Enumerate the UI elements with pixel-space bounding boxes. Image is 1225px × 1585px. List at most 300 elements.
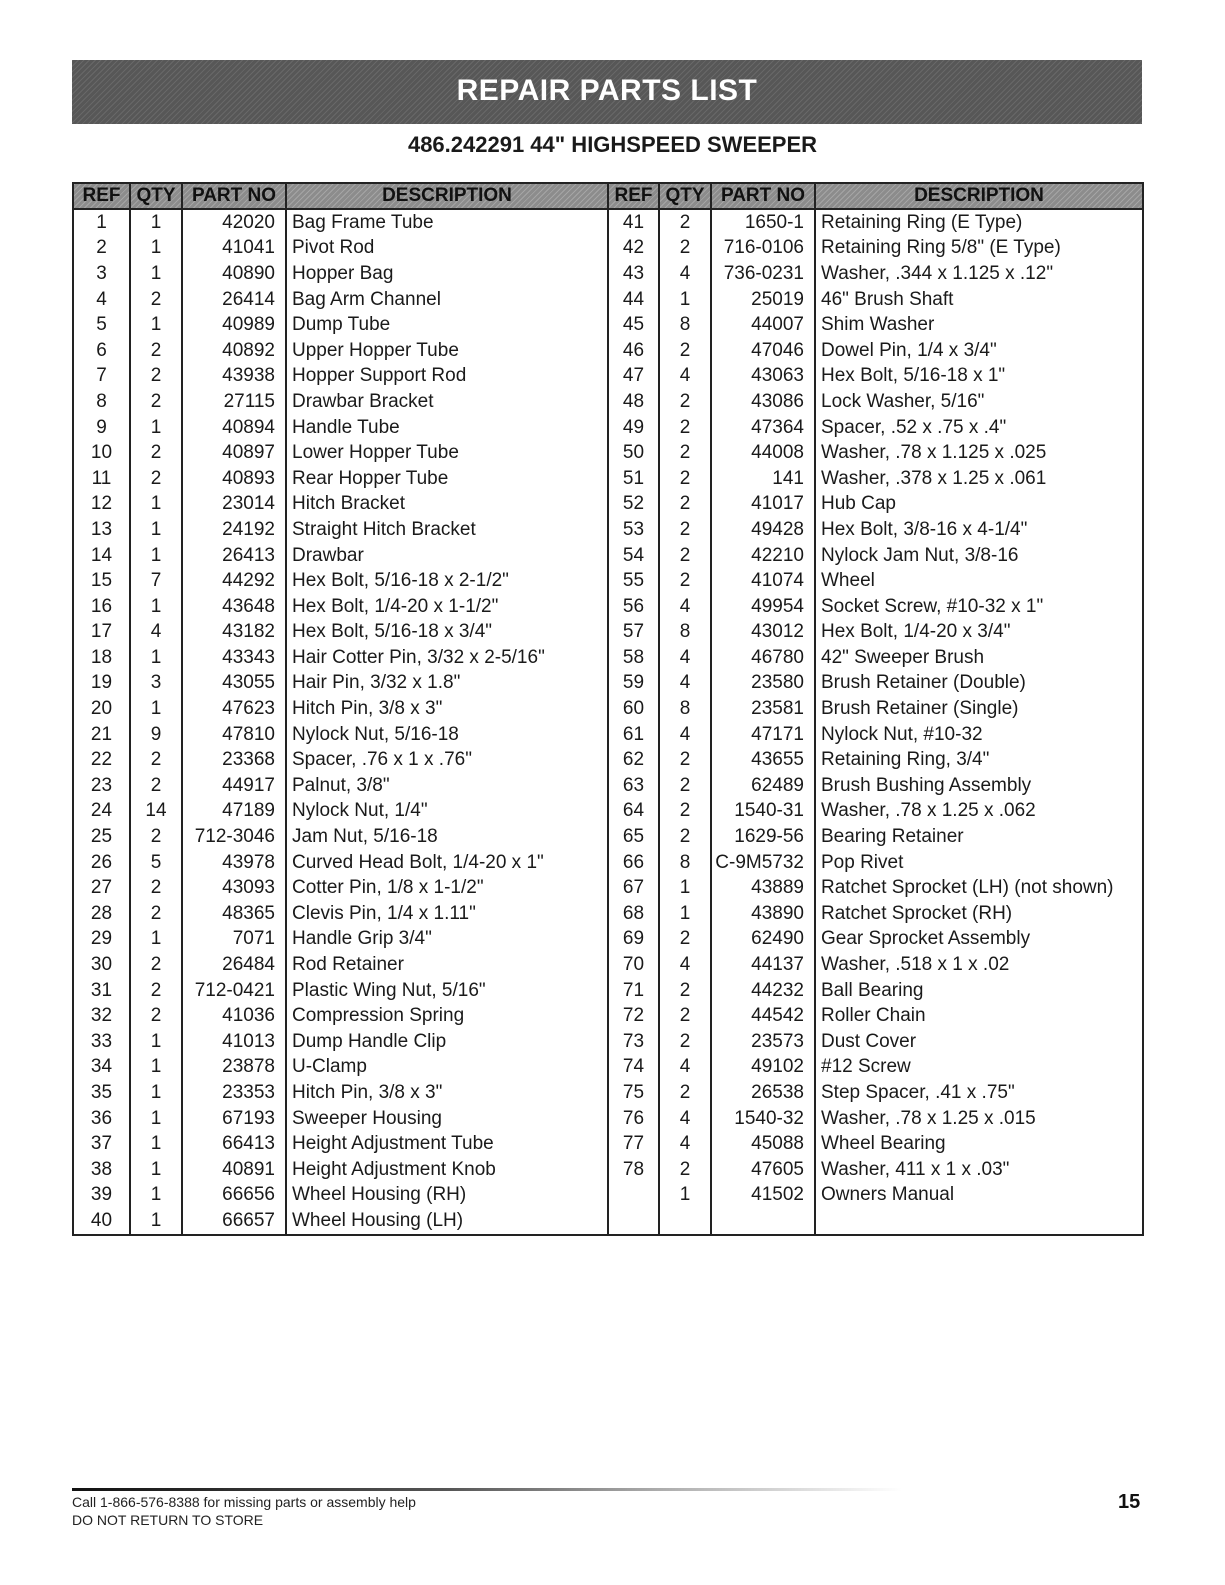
cell-description-2: Lock Washer, 5/16" [815, 389, 1143, 415]
cell-qty-2: 4 [659, 1055, 711, 1081]
table-row [73, 1208, 1143, 1235]
cell-description: Curved Head Bolt, 1/4-20 x 1" [286, 850, 608, 876]
cell-qty: 2 [130, 901, 182, 927]
cell-part-no: 43978 [182, 850, 286, 876]
page-subtitle: 486.242291 44" HIGHSPEED SWEEPER [407, 132, 818, 157]
cell-ref-2: 65 [608, 824, 659, 850]
cell-description: Wheel Housing (RH) [286, 1183, 608, 1209]
cell-description: Pivot Rod [286, 236, 608, 262]
table-row [73, 1055, 1143, 1081]
cell-description-2: Hex Bolt, 1/4-20 x 3/4" [815, 620, 1143, 646]
header-qty: QTY [130, 183, 182, 209]
cell-part-no: 40890 [182, 261, 286, 287]
cell-ref-2: 55 [608, 568, 659, 594]
cell-qty: 2 [130, 773, 182, 799]
cell-part-no: 43343 [182, 645, 286, 671]
cell-description: Jam Nut, 5/16-18 [286, 824, 608, 850]
cell-description: Handle Tube [286, 415, 608, 441]
cell-description: Height Adjustment Knob [286, 1157, 608, 1183]
table-row [73, 824, 1143, 850]
cell-part-no-2: 62490 [711, 927, 815, 953]
table-row [73, 389, 1143, 415]
cell-qty-2: 2 [659, 747, 711, 773]
cell-ref: 2 [73, 236, 130, 262]
cell-qty-2: 2 [659, 773, 711, 799]
cell-description: U-Clamp [286, 1055, 608, 1081]
cell-part-no: 40897 [182, 440, 286, 466]
cell-part-no-2: 141 [711, 466, 815, 492]
cell-description: Lower Hopper Tube [286, 440, 608, 466]
cell-part-no-2: 43889 [711, 875, 815, 901]
cell-ref-2: 71 [608, 978, 659, 1004]
cell-part-no-2: 25019 [711, 287, 815, 313]
parts-table [72, 182, 1144, 1236]
cell-ref-2: 69 [608, 927, 659, 953]
cell-qty: 2 [130, 364, 182, 390]
cell-description-2: Brush Retainer (Single) [815, 696, 1143, 722]
cell-qty-2: 2 [659, 1029, 711, 1055]
cell-ref: 29 [73, 927, 130, 953]
cell-description: Clevis Pin, 1/4 x 1.11" [286, 901, 608, 927]
cell-ref-2: 74 [608, 1055, 659, 1081]
cell-ref-2: 76 [608, 1106, 659, 1132]
cell-ref: 33 [73, 1029, 130, 1055]
cell-qty-2: 2 [659, 389, 711, 415]
cell-description-2: Gear Sprocket Assembly [815, 927, 1143, 953]
cell-description-2: Nylock Jam Nut, 3/8-16 [815, 543, 1143, 569]
header-description: DESCRIPTION [286, 183, 608, 209]
table-row [73, 799, 1143, 825]
cell-ref-2: 43 [608, 261, 659, 287]
cell-part-no-2: 41502 [711, 1183, 815, 1209]
cell-description-2: Hub Cap [815, 492, 1143, 518]
cell-ref: 7 [73, 364, 130, 390]
cell-description: Drawbar [286, 543, 608, 569]
cell-description-2: Ratchet Sprocket (LH) (not shown) [815, 875, 1143, 901]
cell-ref: 34 [73, 1055, 130, 1081]
cell-part-no: 66657 [182, 1208, 286, 1235]
cell-ref: 18 [73, 645, 130, 671]
cell-ref: 37 [73, 1131, 130, 1157]
cell-ref-2: 59 [608, 671, 659, 697]
cell-description: Bag Frame Tube [286, 209, 608, 236]
cell-description: Hex Bolt, 1/4-20 x 1-1/2" [286, 594, 608, 620]
table-row [73, 440, 1143, 466]
cell-part-no-2: C-9M5732 [711, 850, 815, 876]
table-row [73, 1183, 1143, 1209]
cell-ref-2: 57 [608, 620, 659, 646]
table-row [73, 1080, 1143, 1106]
cell-ref-2: 41 [608, 209, 659, 236]
table-row [73, 236, 1143, 262]
cell-ref: 17 [73, 620, 130, 646]
cell-qty: 2 [130, 875, 182, 901]
cell-ref: 10 [73, 440, 130, 466]
cell-qty: 5 [130, 850, 182, 876]
cell-qty: 1 [130, 1157, 182, 1183]
cell-qty-2: 2 [659, 492, 711, 518]
cell-qty-2: 4 [659, 671, 711, 697]
table-row [73, 364, 1143, 390]
cell-description-2: Washer, .518 x 1 x .02 [815, 952, 1143, 978]
cell-part-no: 7071 [182, 927, 286, 953]
cell-qty: 1 [130, 696, 182, 722]
cell-qty: 4 [130, 620, 182, 646]
cell-qty-2: 1 [659, 1183, 711, 1209]
cell-ref-2: 60 [608, 696, 659, 722]
cell-ref-2 [608, 1208, 659, 1235]
cell-qty: 2 [130, 747, 182, 773]
cell-part-no: 66413 [182, 1131, 286, 1157]
table-row [73, 1029, 1143, 1055]
cell-qty: 2 [130, 1003, 182, 1029]
cell-ref-2: 58 [608, 645, 659, 671]
cell-qty: 2 [130, 389, 182, 415]
cell-part-no: 41041 [182, 236, 286, 262]
cell-part-no-2: 45088 [711, 1131, 815, 1157]
cell-part-no: 43648 [182, 594, 286, 620]
cell-description-2: Brush Retainer (Double) [815, 671, 1143, 697]
cell-part-no-2: 47605 [711, 1157, 815, 1183]
cell-part-no-2: 23581 [711, 696, 815, 722]
cell-description: Cotter Pin, 1/8 x 1-1/2" [286, 875, 608, 901]
cell-ref: 6 [73, 338, 130, 364]
cell-part-no-2: 43063 [711, 364, 815, 390]
cell-part-no-2: 1629-56 [711, 824, 815, 850]
cell-part-no-2: 47364 [711, 415, 815, 441]
table-row [73, 927, 1143, 953]
cell-part-no-2: 23580 [711, 671, 815, 697]
cell-qty-2: 2 [659, 1003, 711, 1029]
cell-description-2: Ratchet Sprocket (RH) [815, 901, 1143, 927]
cell-qty: 1 [130, 645, 182, 671]
cell-part-no-2: 49428 [711, 517, 815, 543]
header-part-no: PART NO [182, 183, 286, 209]
cell-qty: 1 [130, 1029, 182, 1055]
cell-part-no: 47189 [182, 799, 286, 825]
cell-ref-2: 68 [608, 901, 659, 927]
cell-ref-2: 44 [608, 287, 659, 313]
cell-description-2: Hex Bolt, 3/8-16 x 4-1/4" [815, 517, 1143, 543]
cell-ref: 4 [73, 287, 130, 313]
cell-qty-2: 2 [659, 927, 711, 953]
cell-qty-2: 4 [659, 364, 711, 390]
cell-part-no: 23014 [182, 492, 286, 518]
cell-description-2: Wheel [815, 568, 1143, 594]
cell-part-no: 41013 [182, 1029, 286, 1055]
cell-description: Rod Retainer [286, 952, 608, 978]
cell-qty: 14 [130, 799, 182, 825]
table-row [73, 901, 1143, 927]
cell-description: Dump Tube [286, 312, 608, 338]
cell-ref-2: 52 [608, 492, 659, 518]
cell-qty: 2 [130, 824, 182, 850]
cell-description: Nylock Nut, 5/16-18 [286, 722, 608, 748]
cell-ref: 15 [73, 568, 130, 594]
cell-description: Hair Pin, 3/32 x 1.8" [286, 671, 608, 697]
cell-qty-2: 1 [659, 875, 711, 901]
cell-description: Sweeper Housing [286, 1106, 608, 1132]
cell-description-2: Pop Rivet [815, 850, 1143, 876]
cell-part-no-2: 1540-31 [711, 799, 815, 825]
cell-qty-2: 2 [659, 209, 711, 236]
cell-description-2: Nylock Nut, #10-32 [815, 722, 1143, 748]
cell-description-2: #12 Screw [815, 1055, 1143, 1081]
cell-part-no: 26484 [182, 952, 286, 978]
cell-description: Hitch Pin, 3/8 x 3" [286, 1080, 608, 1106]
cell-description-2 [815, 1208, 1143, 1235]
cell-ref-2: 66 [608, 850, 659, 876]
cell-part-no-2: 43086 [711, 389, 815, 415]
cell-part-no: 23368 [182, 747, 286, 773]
cell-qty-2: 2 [659, 1080, 711, 1106]
cell-ref: 12 [73, 492, 130, 518]
do-not-return-notice: DO NOT RETURN TO STORE [72, 1512, 264, 1528]
cell-ref-2: 49 [608, 415, 659, 441]
cell-ref: 24 [73, 799, 130, 825]
cell-ref-2: 51 [608, 466, 659, 492]
cell-ref: 32 [73, 1003, 130, 1029]
cell-description: Dump Handle Clip [286, 1029, 608, 1055]
table-row [73, 466, 1143, 492]
cell-qty-2: 2 [659, 517, 711, 543]
cell-ref: 8 [73, 389, 130, 415]
cell-description: Hitch Bracket [286, 492, 608, 518]
cell-ref-2 [608, 1183, 659, 1209]
cell-qty-2 [659, 1208, 711, 1235]
cell-part-no: 27115 [182, 389, 286, 415]
cell-qty: 9 [130, 722, 182, 748]
cell-ref: 28 [73, 901, 130, 927]
cell-qty: 1 [130, 927, 182, 953]
cell-qty: 2 [130, 287, 182, 313]
table-row [73, 1157, 1143, 1183]
table-row [73, 594, 1143, 620]
cell-description: Height Adjustment Tube [286, 1131, 608, 1157]
cell-ref-2: 64 [608, 799, 659, 825]
cell-qty-2: 4 [659, 952, 711, 978]
cell-qty-2: 8 [659, 620, 711, 646]
cell-part-no-2: 49954 [711, 594, 815, 620]
cell-qty: 1 [130, 1055, 182, 1081]
cell-qty: 1 [130, 1106, 182, 1132]
cell-part-no-2: 43890 [711, 901, 815, 927]
cell-part-no: 26413 [182, 543, 286, 569]
cell-qty-2: 2 [659, 1157, 711, 1183]
cell-description: Nylock Nut, 1/4" [286, 799, 608, 825]
cell-part-no: 40891 [182, 1157, 286, 1183]
cell-qty: 1 [130, 1183, 182, 1209]
header-description-2: DESCRIPTION [815, 183, 1143, 209]
cell-ref-2: 48 [608, 389, 659, 415]
cell-part-no-2: 43655 [711, 747, 815, 773]
cell-qty-2: 4 [659, 1131, 711, 1157]
cell-part-no-2: 43012 [711, 620, 815, 646]
cell-part-no: 41036 [182, 1003, 286, 1029]
cell-ref-2: 67 [608, 875, 659, 901]
title-banner [72, 60, 1142, 124]
cell-qty-2: 4 [659, 261, 711, 287]
cell-ref-2: 73 [608, 1029, 659, 1055]
cell-part-no-2: 49102 [711, 1055, 815, 1081]
cell-ref-2: 72 [608, 1003, 659, 1029]
parts-table-body [73, 209, 1143, 1235]
cell-qty: 2 [130, 466, 182, 492]
cell-ref: 40 [73, 1208, 130, 1235]
cell-description-2: 46" Brush Shaft [815, 287, 1143, 313]
footer-divider [72, 1488, 902, 1491]
cell-qty-2: 2 [659, 236, 711, 262]
cell-qty-2: 1 [659, 287, 711, 313]
cell-qty: 1 [130, 492, 182, 518]
cell-description-2: Washer, .78 x 1.125 x .025 [815, 440, 1143, 466]
header-ref-2: REF [608, 183, 659, 209]
cell-description-2: Ball Bearing [815, 978, 1143, 1004]
cell-ref-2: 50 [608, 440, 659, 466]
cell-qty-2: 8 [659, 696, 711, 722]
cell-part-no-2: 1650-1 [711, 209, 815, 236]
header-part-no-2: PART NO [711, 183, 815, 209]
table-row [73, 492, 1143, 518]
cell-ref-2: 42 [608, 236, 659, 262]
cell-part-no-2: 44137 [711, 952, 815, 978]
cell-qty: 2 [130, 952, 182, 978]
table-row [73, 875, 1143, 901]
cell-ref: 14 [73, 543, 130, 569]
cell-description-2: Hex Bolt, 5/16-18 x 1" [815, 364, 1143, 390]
table-row [73, 1003, 1143, 1029]
help-line-text: Call 1-866-576-8388 for missing parts or assembly help [72, 1494, 416, 1510]
cell-part-no: 712-0421 [182, 978, 286, 1004]
cell-description-2: Socket Screw, #10-32 x 1" [815, 594, 1143, 620]
cell-qty-2: 2 [659, 466, 711, 492]
cell-description: Bag Arm Channel [286, 287, 608, 313]
table-row [73, 620, 1143, 646]
cell-description: Hex Bolt, 5/16-18 x 3/4" [286, 620, 608, 646]
table-row [73, 543, 1143, 569]
cell-part-no: 43938 [182, 364, 286, 390]
cell-qty: 1 [130, 1080, 182, 1106]
cell-qty-2: 4 [659, 1106, 711, 1132]
cell-ref: 20 [73, 696, 130, 722]
table-row [73, 696, 1143, 722]
cell-part-no: 24192 [182, 517, 286, 543]
cell-part-no-2: 44008 [711, 440, 815, 466]
cell-part-no: 67193 [182, 1106, 286, 1132]
cell-ref: 23 [73, 773, 130, 799]
table-row [73, 1106, 1143, 1132]
cell-qty-2: 4 [659, 645, 711, 671]
cell-qty-2: 2 [659, 799, 711, 825]
cell-part-no-2: 41074 [711, 568, 815, 594]
cell-qty-2: 4 [659, 594, 711, 620]
cell-description-2: Retaining Ring, 3/4" [815, 747, 1143, 773]
cell-part-no-2: 736-0231 [711, 261, 815, 287]
cell-description-2: Dowel Pin, 1/4 x 3/4" [815, 338, 1143, 364]
cell-qty-2: 2 [659, 824, 711, 850]
cell-description: Plastic Wing Nut, 5/16" [286, 978, 608, 1004]
cell-ref: 22 [73, 747, 130, 773]
cell-ref-2: 78 [608, 1157, 659, 1183]
cell-part-no-2: 62489 [711, 773, 815, 799]
cell-ref: 3 [73, 261, 130, 287]
cell-ref: 11 [73, 466, 130, 492]
cell-qty: 1 [130, 543, 182, 569]
cell-description-2: Roller Chain [815, 1003, 1143, 1029]
cell-ref-2: 45 [608, 312, 659, 338]
cell-part-no-2: 716-0106 [711, 236, 815, 262]
cell-qty: 1 [130, 261, 182, 287]
cell-ref-2: 62 [608, 747, 659, 773]
table-row [73, 517, 1143, 543]
cell-description-2: Retaining Ring 5/8" (E Type) [815, 236, 1143, 262]
cell-qty: 1 [130, 312, 182, 338]
cell-qty-2: 2 [659, 568, 711, 594]
cell-qty: 1 [130, 594, 182, 620]
cell-qty: 7 [130, 568, 182, 594]
cell-qty-2: 2 [659, 338, 711, 364]
cell-part-no: 712-3046 [182, 824, 286, 850]
cell-qty: 1 [130, 517, 182, 543]
table-row [73, 978, 1143, 1004]
table-row [73, 747, 1143, 773]
cell-ref-2: 53 [608, 517, 659, 543]
cell-ref: 9 [73, 415, 130, 441]
cell-description-2: Washer, 411 x 1 x .03" [815, 1157, 1143, 1183]
cell-description: Hopper Support Rod [286, 364, 608, 390]
cell-part-no-2: 41017 [711, 492, 815, 518]
header-qty-2: QTY [659, 183, 711, 209]
table-row [73, 1131, 1143, 1157]
cell-qty-2: 2 [659, 543, 711, 569]
cell-ref: 30 [73, 952, 130, 978]
cell-qty-2: 2 [659, 440, 711, 466]
cell-part-no: 26414 [182, 287, 286, 313]
cell-part-no-2: 1540-32 [711, 1106, 815, 1132]
cell-description: Hitch Pin, 3/8 x 3" [286, 696, 608, 722]
table-row [73, 850, 1143, 876]
cell-part-no: 47810 [182, 722, 286, 748]
cell-description: Wheel Housing (LH) [286, 1208, 608, 1235]
cell-description-2: 42" Sweeper Brush [815, 645, 1143, 671]
banner-title: REPAIR PARTS LIST [456, 74, 758, 107]
cell-description: Rear Hopper Tube [286, 466, 608, 492]
header-ref: REF [73, 183, 130, 209]
table-row [73, 671, 1143, 697]
cell-qty: 1 [130, 415, 182, 441]
cell-description: Drawbar Bracket [286, 389, 608, 415]
table-row [73, 338, 1143, 364]
cell-ref-2: 47 [608, 364, 659, 390]
cell-description: Compression Spring [286, 1003, 608, 1029]
cell-description-2: Washer, .78 x 1.25 x .062 [815, 799, 1143, 825]
cell-qty: 1 [130, 1208, 182, 1235]
cell-ref-2: 56 [608, 594, 659, 620]
cell-ref: 19 [73, 671, 130, 697]
cell-part-no: 48365 [182, 901, 286, 927]
cell-description-2: Spacer, .52 x .75 x .4" [815, 415, 1143, 441]
cell-part-no-2: 42210 [711, 543, 815, 569]
cell-ref: 36 [73, 1106, 130, 1132]
cell-ref: 25 [73, 824, 130, 850]
table-row [73, 773, 1143, 799]
cell-part-no: 44292 [182, 568, 286, 594]
cell-description: Hair Cotter Pin, 3/32 x 2-5/16" [286, 645, 608, 671]
cell-description-2: Wheel Bearing [815, 1131, 1143, 1157]
cell-part-no: 66656 [182, 1183, 286, 1209]
cell-description-2: Shim Washer [815, 312, 1143, 338]
table-row [73, 312, 1143, 338]
